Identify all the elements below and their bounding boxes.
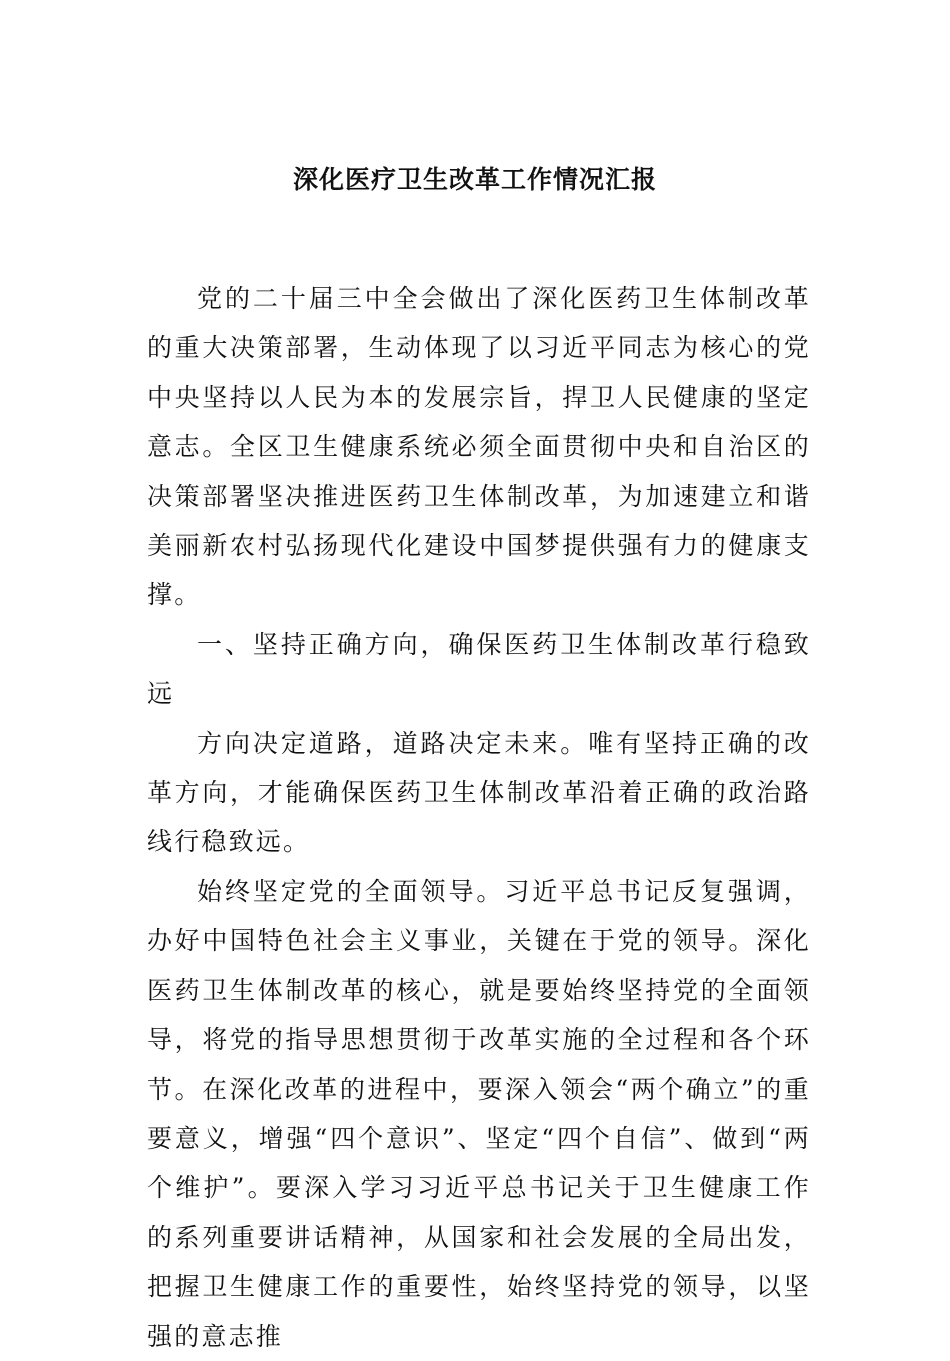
document-body bbox=[147, 274, 811, 1361]
paragraph-leadership: 始终坚定党的全面领导。习近平总书记反复强调，办好中国特色社会主义事业，关键在于党的领导。深化医药卫生体制改革的核心，就是要始终坚持党的全面领导，将党的指导思想贯彻于改革实施的全过程和各个环节。在深化改革的进程中，要深入领会“两个确立”的重要意义，增强“四个意识”、坚定“四个自信”、做到“两个维护”。要深入学习习近平总书记关于卫生健康工作的系列重要讲话精神，从国家和社会发展的全局出发，把握卫生健康工作的重要性，始终坚持党的领导，以坚强的意志推 bbox=[147, 876, 811, 1351]
section-heading-1: 一、坚持正确方向，确保医药卫生体制改革行稳致远 bbox=[147, 629, 811, 709]
paragraph-direction: 方向决定道路，道路决定未来。唯有坚持正确的改革方向，才能确保医药卫生体制改革沿着正确的政治路线行稳致远。 bbox=[147, 728, 811, 857]
paragraph-intro: 党的二十届三中全会做出了深化医药卫生体制改革的重大决策部署，生动体现了以习近平同志为核心的党中央坚持以人民为本的发展宗旨，捍卫人民健康的坚定意志。全区卫生健康系统必须全面贯彻中央和自治区的决策部署坚决推进医药卫生体制改革，为加速建立和谐美丽新农村弘扬现代化建设中国梦提供强有力的健康支撑。 bbox=[147, 284, 811, 610]
document-title: 深化医疗卫生改革工作情况汇报 bbox=[292, 165, 657, 194]
